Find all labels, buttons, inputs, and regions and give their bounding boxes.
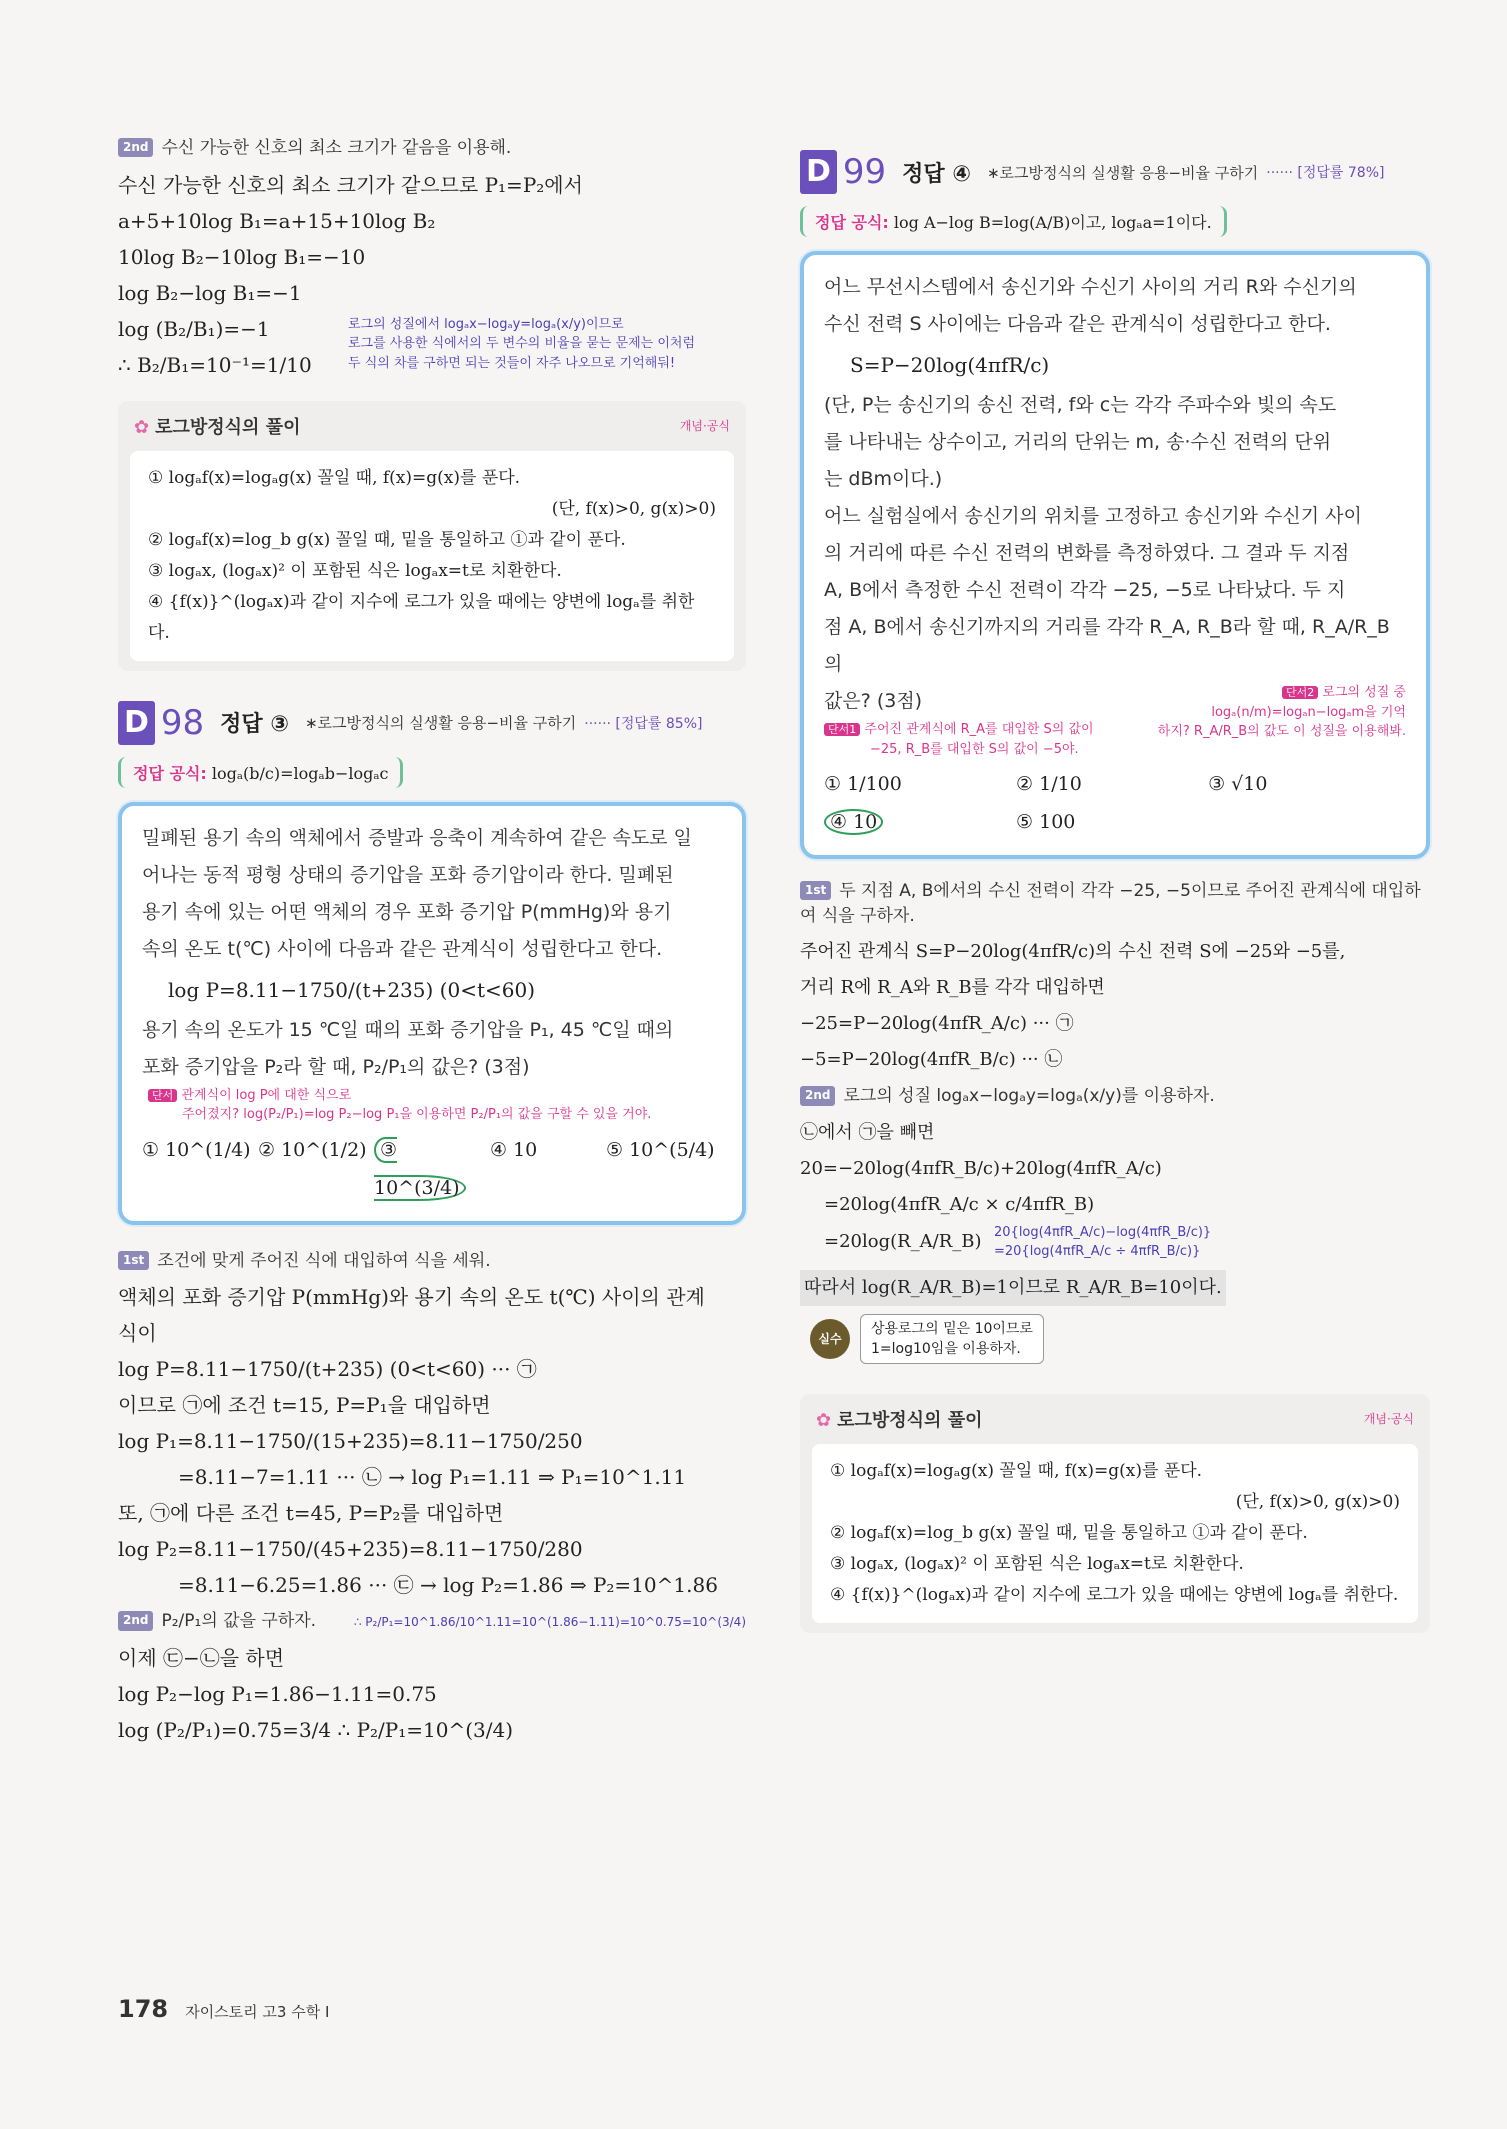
concept-tag: 개념·공식 bbox=[679, 419, 730, 434]
choice-3[interactable]: ③ √10 bbox=[1208, 773, 1268, 795]
solution-line: =8.11−7=1.11 ··· ㉡ → log P₁=1.11 ⇒ P₁=10^1.11 bbox=[178, 1465, 687, 1490]
question-text: A, B에서 측정한 수신 전력이 각각 −25, −5로 나타났다. 두 지 bbox=[824, 579, 1346, 601]
step-2nd-b: 2nd P₂/P₁의 값을 구하자. bbox=[118, 1609, 316, 1634]
solution-line: ∴ B₂/B₁=10⁻¹=1/10 bbox=[118, 352, 312, 377]
solution-line: 식이 bbox=[118, 1321, 157, 1346]
hint-tag: 단서2 bbox=[1282, 686, 1318, 699]
answer-formula: 정답 공식: log A−log B=log(A/B)이고, logₐa=1이다. bbox=[800, 206, 1227, 237]
hint-text: −25, R_B를 대입한 S의 값이 −5야. bbox=[870, 741, 1079, 757]
choice-5[interactable]: ⑤ 100 bbox=[1016, 811, 1076, 833]
hint-text: 주어진 관계식에 R_A를 대입한 S의 값이 bbox=[864, 722, 1094, 737]
hint-text: logₐ(n/m)=logₐn−logₐm을 기억 bbox=[1211, 704, 1406, 720]
concept-title: 로그방정식의 풀이 bbox=[155, 416, 301, 438]
concept-item: ④ {f(x)}^(logₐx)과 같이 지수에 로그가 있을 때에는 양변에 logₐ를 취한다. bbox=[148, 591, 695, 643]
solution-line: 10log B₂−10log B₁=−10 bbox=[118, 244, 366, 269]
solution-line: 또, ㉠에 다른 조건 t=45, P=P₂를 대입하면 bbox=[118, 1501, 504, 1526]
tip bbox=[810, 1314, 1430, 1364]
solution-line: log B₂−log B₁=−1 bbox=[118, 280, 302, 305]
hint-tag: 단서1 bbox=[824, 723, 860, 736]
conclusion: 따라서 log(R_A/R_B)=1이므로 R_A/R_B=10이다. bbox=[800, 1270, 1226, 1306]
concept-item: (단, f(x)>0, g(x)>0) bbox=[551, 498, 716, 519]
concept-box bbox=[118, 401, 746, 671]
hint-text: 하지? R_A/R_B의 값도 이 성질을 이용해봐. bbox=[1157, 724, 1406, 739]
flower-icon: ✿ bbox=[134, 416, 150, 438]
right-column bbox=[800, 150, 1430, 1651]
concept-item: ③ logₐx, (logₐx)² 이 포함된 식은 logₐx=t로 치환한다. bbox=[148, 560, 562, 581]
solution-line: =8.11−6.25=1.86 ··· ㉢ → log P₂=1.86 ⇒ P₂=10^1.86 bbox=[178, 1573, 718, 1598]
question-text: 포화 증기압을 P₂라 할 때, P₂/P₁의 값은? (3점) bbox=[142, 1055, 530, 1078]
question-text: 어느 무선시스템에서 송신기와 수신기 사이의 거리 R와 수신기의 bbox=[824, 276, 1357, 298]
answer-label: 정답 ③ bbox=[220, 712, 289, 738]
concept-item: ③ logₐx, (logₐx)² 이 포함된 식은 logₐx=t로 치환한다. bbox=[830, 1553, 1244, 1574]
solution-line: log (B₂/B₁)=−1 bbox=[118, 316, 270, 341]
side-note: =20{log(4πfR_A/c ÷ 4πfR_B/c)} bbox=[994, 1244, 1201, 1260]
correct-rate: ······ [정답률 78%] bbox=[1266, 165, 1385, 181]
question-box bbox=[800, 251, 1430, 859]
concept-box bbox=[800, 1394, 1430, 1633]
side-note: 20{log(4πfR_A/c)−log(4πfR_B/c)} bbox=[994, 1224, 1212, 1240]
solution-line: log P₁=8.11−1750/(15+235)=8.11−1750/250 bbox=[118, 1429, 583, 1454]
question-topic: ∗로그방정식의 실생활 응용−비율 구하기 bbox=[304, 714, 577, 733]
solution-line: 수신 가능한 신호의 최소 크기가 같으므로 P₁=P₂에서 bbox=[118, 172, 583, 197]
question-text: 의 거리에 따른 수신 전력의 변화를 측정하였다. 그 결과 두 지점 bbox=[824, 542, 1350, 564]
concept-item: ② logₐf(x)=log_b g(x) 꼴일 때, 밑을 통일하고 ①과 같이 푼다. bbox=[148, 529, 626, 550]
question-text: 속의 온도 t(℃) 사이에 다음과 같은 관계식이 성립한다고 한다. bbox=[142, 937, 663, 960]
choice-list bbox=[824, 765, 1406, 841]
solution-line: log P₂−log P₁=1.86−1.11=0.75 bbox=[118, 1681, 437, 1706]
tip-text: 1=log10임을 이용하자. bbox=[871, 1340, 1021, 1357]
choice-1[interactable]: ① 10^(1/4) bbox=[142, 1138, 251, 1161]
choice-4[interactable]: ④ 10 bbox=[490, 1138, 538, 1161]
choice-5[interactable]: ⑤ 10^(5/4) bbox=[606, 1138, 715, 1161]
flower-icon: ✿ bbox=[816, 1409, 832, 1431]
choice-3[interactable]: ③ 10^(3/4) bbox=[374, 1131, 490, 1207]
page-footer bbox=[118, 1995, 329, 2023]
question-text: 밀폐된 용기 속의 액체에서 증발과 응축이 계속하여 같은 속도로 일 bbox=[142, 826, 692, 849]
question-number: 99 bbox=[842, 152, 887, 192]
question-topic: ∗로그방정식의 실생활 응용−비율 구하기 bbox=[986, 163, 1259, 182]
solution-line: log P₂=8.11−1750/(45+235)=8.11−1750/280 bbox=[118, 1537, 583, 1562]
question-text: 어느 실험실에서 송신기의 위치를 고정하고 송신기와 수신기 사이 bbox=[824, 505, 1362, 527]
hint-tag: 단서 bbox=[148, 1089, 177, 1102]
solution-line: −25=P−20log(4πfR_A/c) ··· ㉠ bbox=[800, 1013, 1074, 1035]
concept-item: ① logₐf(x)=logₐg(x) 꼴일 때, f(x)=g(x)를 푼다. bbox=[830, 1460, 1203, 1481]
choice-4[interactable]: ④ 10 bbox=[824, 803, 1016, 841]
solution-line: =20log(R_A/R_B) bbox=[824, 1231, 982, 1253]
question-text: 용기 속에 있는 어떤 액체의 경우 포화 증기압 P(mmHg)와 용기 bbox=[142, 900, 672, 923]
hint-text: 로그의 성질 중 bbox=[1322, 685, 1406, 700]
step-1st: 1st 조건에 맞게 주어진 식에 대입하여 식을 세워. bbox=[118, 1249, 746, 1274]
solution-line: 20=−20log(4πfR_B/c)+20log(4πfR_A/c) bbox=[800, 1157, 1162, 1179]
question-d-box: D bbox=[800, 150, 837, 194]
correct-rate: ······ [정답률 85%] bbox=[584, 715, 703, 732]
concept-title: 로그방정식의 풀이 bbox=[837, 1409, 983, 1431]
question-text: 를 나타내는 상수이고, 거리의 단위는 m, 송·수신 전력의 단위 bbox=[824, 431, 1332, 453]
solution-line: 이제 ㉢−㉡을 하면 bbox=[118, 1645, 285, 1670]
solution-line: a+5+10log B₁=a+15+10log B₂ bbox=[118, 208, 436, 233]
question-header bbox=[800, 150, 1430, 194]
question-text: 어나는 동적 평형 상태의 증기압을 포화 증기압이라 한다. 밀폐된 bbox=[142, 863, 674, 886]
tip-badge: 실수 bbox=[810, 1319, 850, 1359]
side-note: 로그를 사용한 식에서의 두 변수의 비율을 묻는 문제는 이처럼 bbox=[348, 336, 696, 352]
concept-tag: 개념·공식 bbox=[1363, 1412, 1414, 1427]
question-text: 값은? (3점) bbox=[824, 690, 923, 712]
page-number: 178 bbox=[118, 1995, 169, 2023]
answer-formula: 정답 공식: logₐ(b/c)=logₐb−logₐc bbox=[118, 757, 403, 788]
question-number: 98 bbox=[160, 702, 205, 743]
solution-line: ㉡에서 ㉠을 빼면 bbox=[800, 1121, 935, 1143]
hint-text: 관계식이 log P에 대한 식으로 bbox=[181, 1087, 352, 1103]
choice-2[interactable]: ② 10^(1/2) bbox=[258, 1138, 367, 1161]
question-equation: log P=8.11−1750/(t+235) (0<t<60) bbox=[168, 977, 536, 1002]
side-note: 두 식의 차를 구하면 되는 것들이 자주 나오므로 기억해둬! bbox=[348, 355, 676, 371]
question-box bbox=[118, 802, 746, 1225]
side-note: 로그의 성질에서 logₐx−logₐy=logₐ(x/y)이므로 bbox=[348, 316, 624, 332]
question-text: 용기 속의 온도가 15 ℃일 때의 포화 증기압을 P₁, 45 ℃일 때의 bbox=[142, 1018, 674, 1041]
question-text: 수신 전력 S 사이에는 다음과 같은 관계식이 성립한다고 한다. bbox=[824, 313, 1331, 335]
solution-line: =20log(4πfR_A/c × c/4πfR_B) bbox=[824, 1193, 1095, 1215]
step-2nd: 2nd 로그의 성질 logₐx−logₐy=logₐ(x/y)를 이용하자. bbox=[800, 1084, 1430, 1109]
solution-line: −5=P−20log(4πfR_B/c) ··· ㉡ bbox=[800, 1049, 1063, 1071]
question-header bbox=[118, 701, 746, 745]
concept-item: ① logₐf(x)=logₐg(x) 꼴일 때, f(x)=g(x)를 푼다. bbox=[148, 467, 521, 488]
choice-1[interactable]: ① 1/100 bbox=[824, 773, 902, 795]
solution-line: 이므로 ㉠에 조건 t=15, P=P₁을 대입하면 bbox=[118, 1393, 491, 1418]
step-2nd bbox=[118, 136, 746, 161]
left-column bbox=[118, 130, 746, 1748]
solution-line: log P=8.11−1750/(t+235) (0<t<60) ··· ㉠ bbox=[118, 1357, 537, 1382]
step-1st: 1st 두 지점 A, B에서의 수신 전력이 각각 −25, −5이므로 주어진 관계식에 대입하여 식을 구하자. bbox=[800, 881, 1421, 926]
hint-text: 주어졌지? log(P₂/P₁)=log P₂−log P₁을 이용하면 P₂/P₁의 값을 구할 수 있을 거야. bbox=[182, 1107, 652, 1123]
choice-list bbox=[142, 1131, 722, 1207]
question-text: (단, P는 송신기의 송신 전력, f와 c는 각각 주파수와 빛의 속도 bbox=[824, 394, 1337, 416]
solution-line: 주어진 관계식 S=P−20log(4πfR/c)의 수신 전력 S에 −25와 −5를, bbox=[800, 941, 1346, 963]
answer-label: 정답 ④ bbox=[902, 161, 971, 187]
choice-2[interactable]: ② 1/10 bbox=[1016, 773, 1082, 795]
solution-line: 액체의 포화 증기압 P(mmHg)와 용기 속의 온도 t(℃) 사이의 관계 bbox=[118, 1285, 705, 1310]
question-d-box: D bbox=[118, 701, 155, 745]
tip-text: 상용로그의 밑은 10이므로 bbox=[871, 1320, 1033, 1337]
book-title: 자이스토리 고3 수학 I bbox=[185, 2003, 330, 2021]
question-text: 는 dBm이다.) bbox=[824, 468, 943, 490]
solution-line: log (P₂/P₁)=0.75=3/4 ∴ P₂/P₁=10^(3/4) bbox=[118, 1717, 514, 1742]
side-note: ∴ P₂/P₁=10^1.86/10^1.11=10^(1.86−1.11)=10^0.75=10^(3/4) bbox=[353, 1614, 746, 1629]
solution-line: 거리 R에 R_A와 R_B를 각각 대입하면 bbox=[800, 977, 1105, 999]
question-text: 점 A, B에서 송신기까지의 거리를 각각 R_A, R_B라 할 때, R_A/R_B의 bbox=[824, 616, 1390, 675]
step-tag: 2nd bbox=[118, 138, 153, 157]
concept-item: (단, f(x)>0, g(x)>0) bbox=[1235, 1491, 1400, 1512]
question-equation: S=P−20log(4πfR/c) bbox=[850, 353, 1050, 377]
step-text: 수신 가능한 신호의 최소 크기가 같음을 이용해. bbox=[161, 138, 512, 158]
concept-item: ④ {f(x)}^(logₐx)과 같이 지수에 로그가 있을 때에는 양변에 logₐ를 취한다. bbox=[830, 1584, 1399, 1605]
concept-item: ② logₐf(x)=log_b g(x) 꼴일 때, 밑을 통일하고 ①과 같이 푼다. bbox=[830, 1522, 1308, 1543]
